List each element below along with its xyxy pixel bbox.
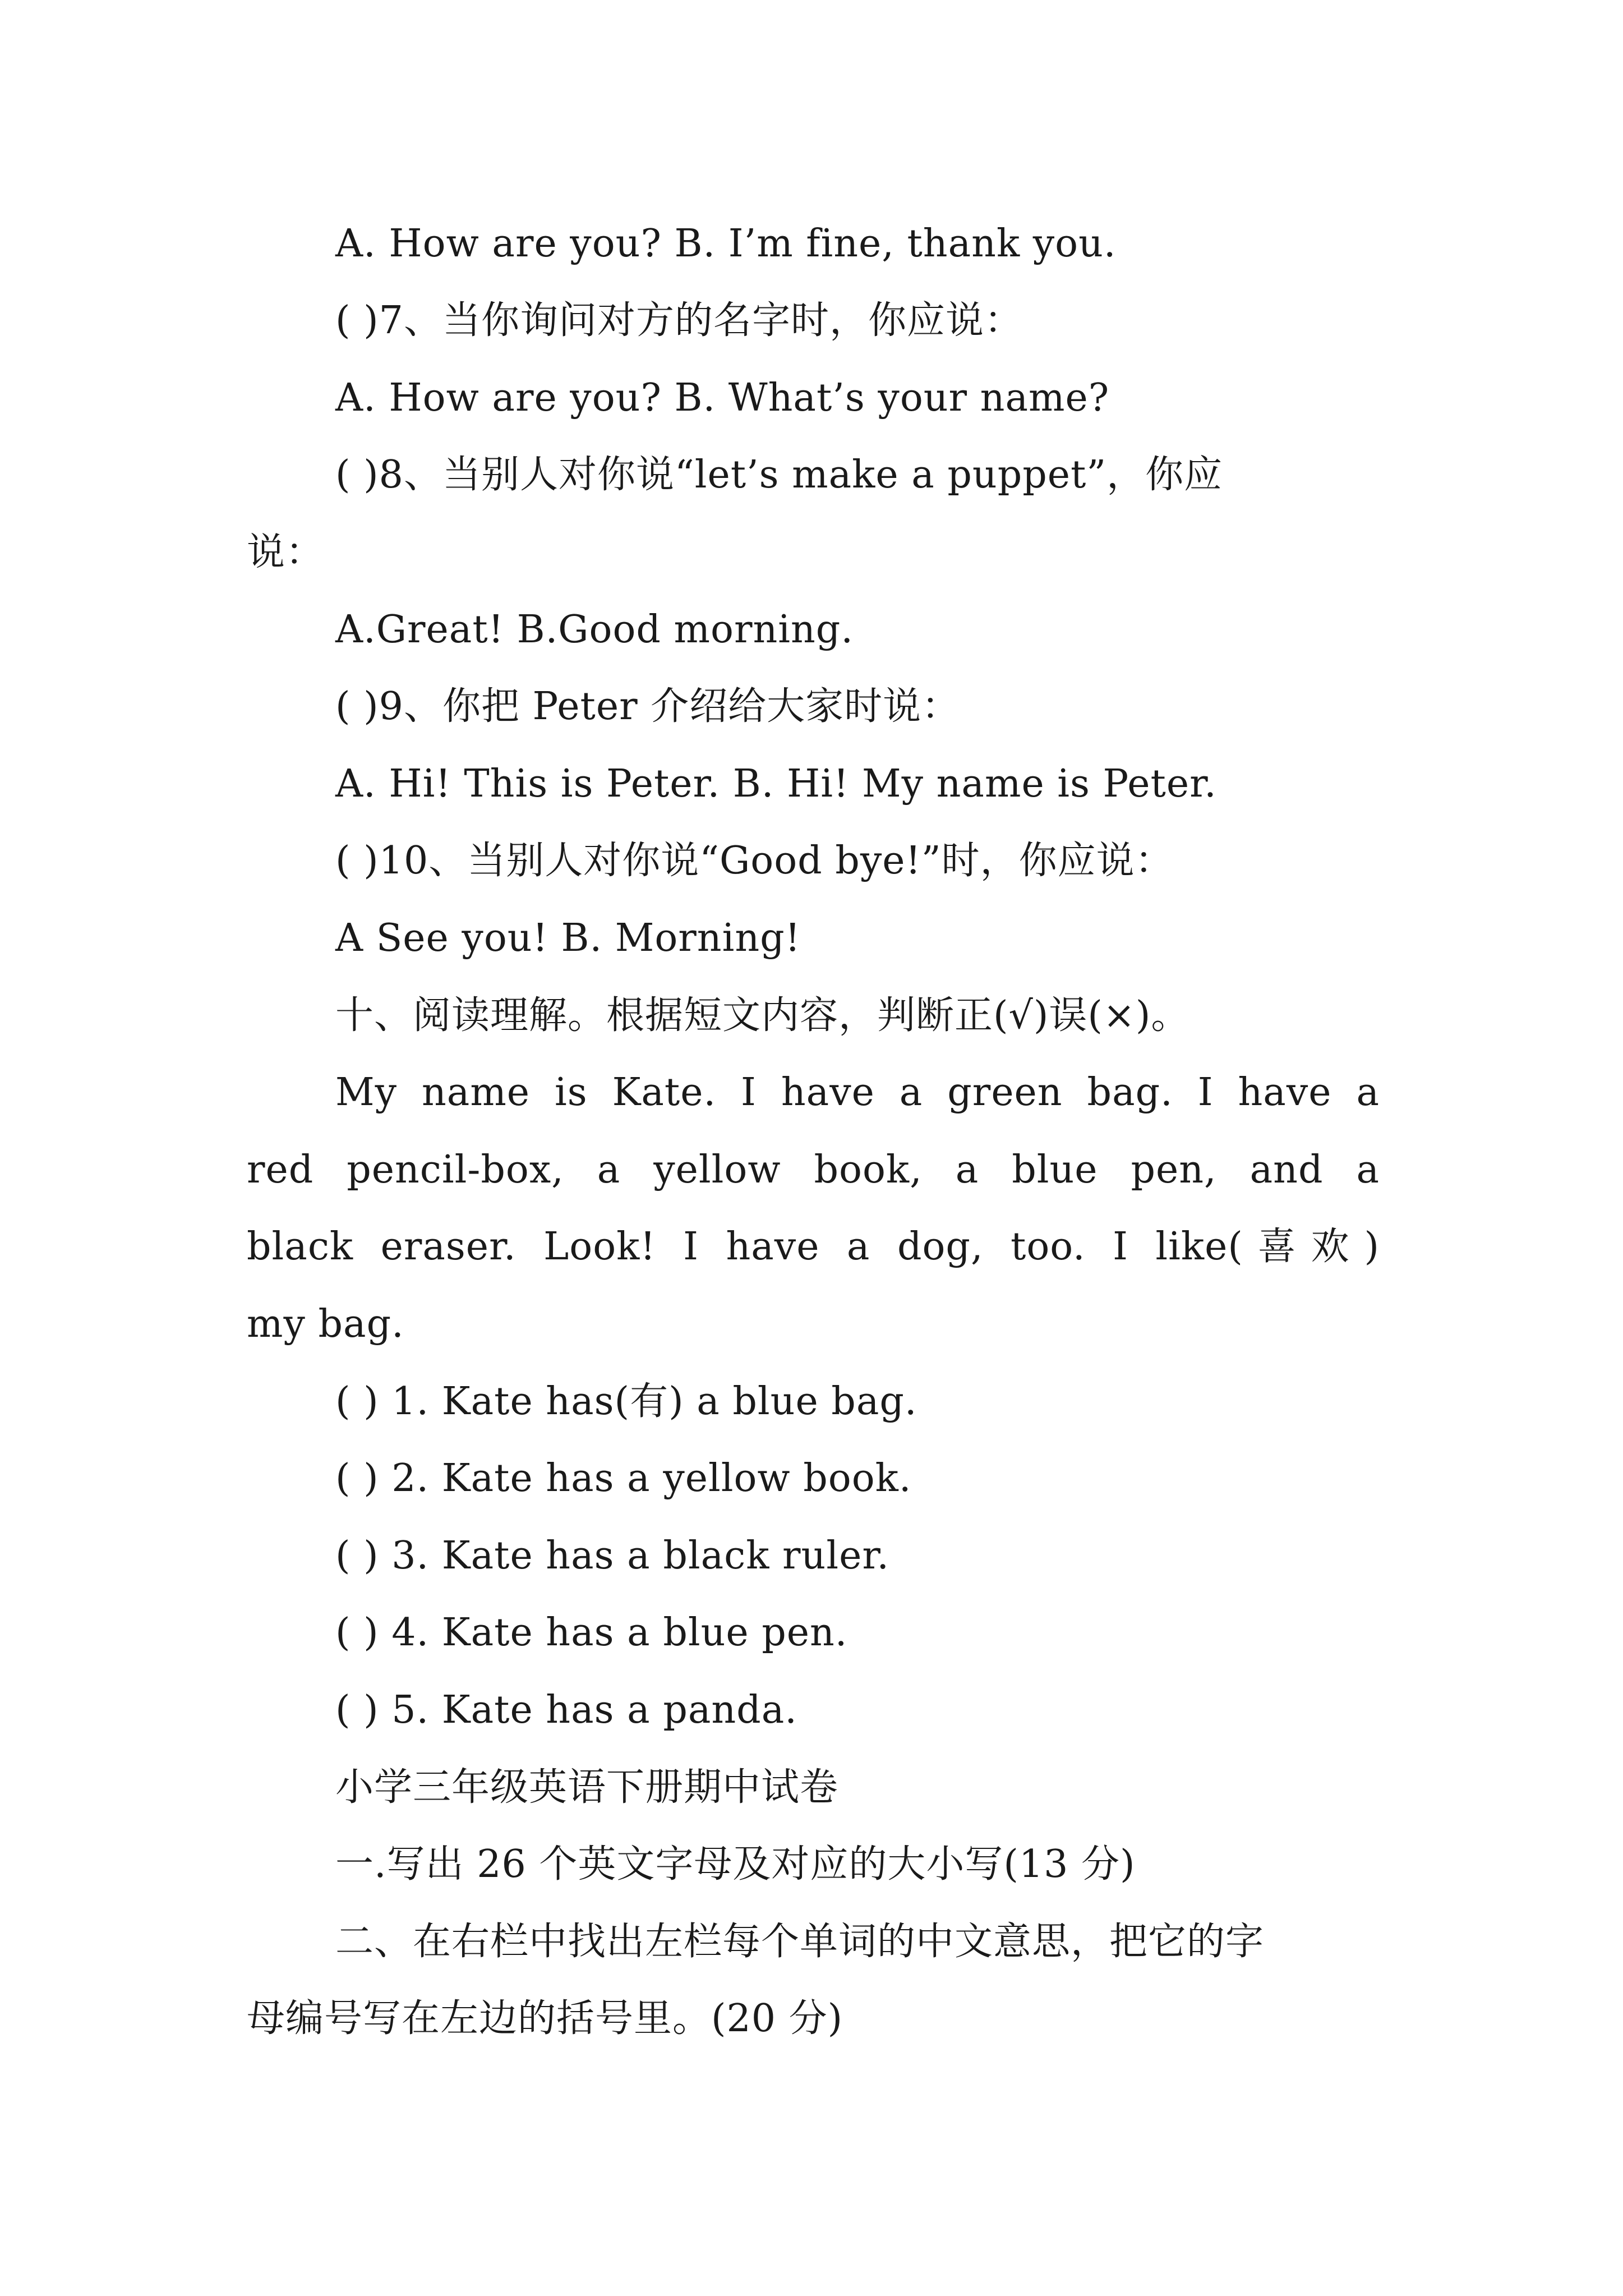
section-2-heading-continued: 母编号写在左边的括号里。(20 分) — [247, 1996, 843, 2041]
true-false-item-1: ( ) 1. Kate has(有) a blue bag. — [335, 1379, 917, 1424]
section-1-heading: 一.写出 26 个英文字母及对应的大小写(13 分) — [335, 1842, 1136, 1887]
section-10-heading: 十、阅读理解。根据短文内容，判断正(√)误(×)。 — [335, 993, 1190, 1038]
true-false-item-4: ( ) 4. Kate has a blue pen. — [335, 1611, 848, 1655]
reading-passage-line-2: red pencil-box, a yellow book, a blue pen, and a — [247, 1148, 1380, 1192]
true-false-item-5: ( ) 5. Kate has a panda. — [335, 1688, 797, 1732]
true-false-item-3: ( ) 3. Kate has a black ruler. — [335, 1534, 889, 1578]
option-line-q9: A. Hi! This is Peter. B. Hi! My name is Peter. — [335, 762, 1217, 806]
question-8-continued: 说： — [247, 530, 325, 574]
question-8: ( )8、当别人对你说“let’s make a puppet”，你应 — [335, 453, 1223, 497]
reading-passage-line-3: black eraser. Look! I have a dog, too. I like(喜欢) — [247, 1225, 1380, 1269]
question-7: ( )7、当你询问对方的名字时，你应说： — [335, 298, 1023, 343]
reading-passage-line-4: my bag. — [247, 1302, 404, 1346]
question-10: ( )10、当别人对你说“Good bye!”时，你应说： — [335, 839, 1174, 883]
exam-title: 小学三年级英语下册期中试卷 — [335, 1765, 839, 1810]
section-2-heading: 二、在右栏中找出左栏每个单词的中文意思，把它的字 — [335, 1920, 1265, 1964]
true-false-item-2: ( ) 2. Kate has a yellow book. — [335, 1456, 912, 1501]
option-line-q8: A.Great! B.Good morning. — [335, 608, 854, 652]
option-line-q6: A. How are you? B. I’m fine, thank you. — [335, 222, 1117, 266]
question-9: ( )9、你把 Peter 介绍给大家时说： — [335, 684, 961, 729]
reading-passage-line-1: My name is Kate. I have a green bag. I have a — [335, 1070, 1380, 1115]
option-line-q7: A. How are you? B. What’s your name? — [335, 376, 1110, 420]
option-line-q10: A See you! B. Morning! — [335, 916, 801, 960]
